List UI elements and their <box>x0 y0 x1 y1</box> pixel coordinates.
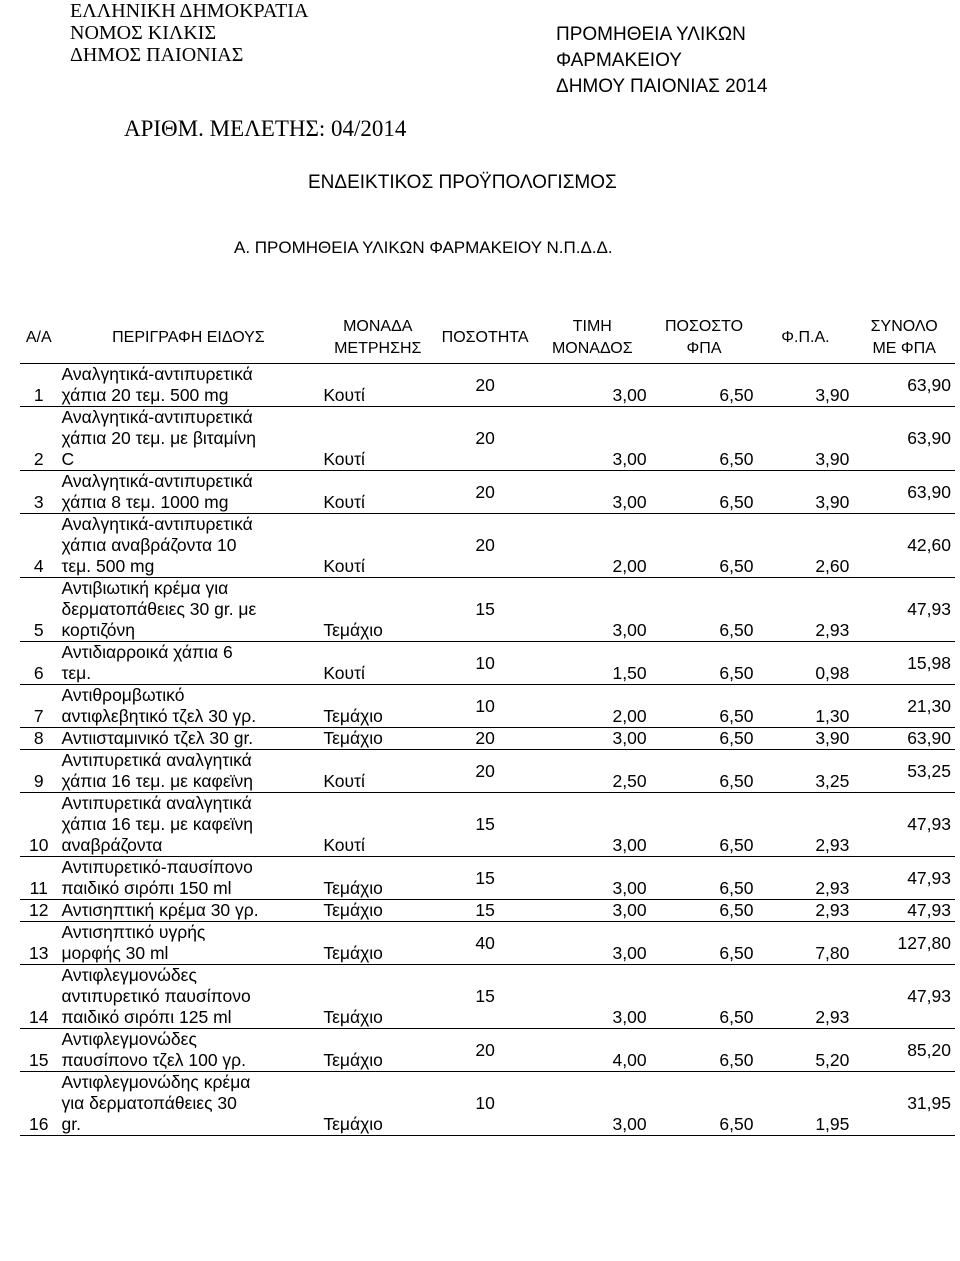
total-with-vat: 63,90 <box>853 728 955 750</box>
item-description <box>57 965 319 1029</box>
item-description <box>57 642 319 685</box>
vat-percent: 6,50 <box>651 793 758 857</box>
unit-of-measure: Τεμάχιο <box>319 1072 436 1136</box>
table-row <box>20 857 955 900</box>
vat-percent: 6,50 <box>651 965 758 1029</box>
total-with-vat: 47,93 <box>853 857 955 900</box>
vat-amount: 3,25 <box>757 750 853 793</box>
issuer-line: ΔΗΜΟΣ ΠΑΙΟΝΙΑΣ <box>70 44 244 66</box>
description-line: Αντισηπτική κρέμα 30 γρ. <box>61 900 259 920</box>
description-line: δερματοπάθειες 30 gr. με <box>61 599 257 619</box>
total-with-vat: 47,93 <box>853 900 955 922</box>
quantity: 20 <box>436 750 534 793</box>
total-with-vat: 47,93 <box>853 578 955 642</box>
quantity: 20 <box>436 1029 534 1072</box>
vat-amount: 3,90 <box>757 471 853 514</box>
description-line: gr. <box>61 1114 81 1134</box>
description-line: αναβράζοντα <box>61 835 163 855</box>
col-header-aa: Α/Α <box>20 313 57 364</box>
item-description <box>57 514 319 578</box>
col-header-vat: Φ.Π.Α. <box>757 313 853 364</box>
row-number: 1 <box>20 364 57 407</box>
quantity: 15 <box>436 900 534 922</box>
unit-price: 2,00 <box>534 514 651 578</box>
quantity: 15 <box>436 857 534 900</box>
vat-percent: 6,50 <box>651 857 758 900</box>
col-header-desc: ΠΕΡΙΓΡΑΦΗ ΕΙΔΟΥΣ <box>57 313 319 364</box>
quantity: 20 <box>436 514 534 578</box>
unit-of-measure: Κουτί <box>319 407 436 471</box>
description-line: χάπια 16 τεμ. με καφεϊνη <box>61 814 254 834</box>
issuer-line: ΝΟΜΟΣ ΚΙΛΚΙΣ <box>70 22 217 44</box>
description-line: Αναλγητικά-αντιπυρετικά <box>61 407 253 427</box>
vat-amount: 1,95 <box>757 1072 853 1136</box>
unit-price: 3,00 <box>534 407 651 471</box>
issuer-header <box>70 0 308 66</box>
quantity: 20 <box>436 728 534 750</box>
unit-price: 3,00 <box>534 900 651 922</box>
quantity: 15 <box>436 793 534 857</box>
unit-price: 4,00 <box>534 1029 651 1072</box>
col-header-qty: ΠΟΣΟΤΗΤΑ <box>436 313 534 364</box>
total-with-vat: 47,93 <box>853 793 955 857</box>
description-line: Αντιπυρετικά αναλγητικά <box>61 750 252 770</box>
row-number: 11 <box>20 857 57 900</box>
description-line: χάπια 8 τεμ. 1000 mg <box>61 492 229 512</box>
unit-of-measure: Κουτί <box>319 642 436 685</box>
vat-amount: 3,90 <box>757 407 853 471</box>
description-line: Αντισηπτικό υγρής <box>61 922 206 942</box>
unit-price: 1,50 <box>534 642 651 685</box>
table-row <box>20 900 955 922</box>
description-line: για δερματοπάθειες 30 <box>61 1093 237 1113</box>
vat-amount: 2,93 <box>757 900 853 922</box>
description-line: Αντιισταμινικό τζελ 30 gr. <box>61 728 254 748</box>
table-row <box>20 685 955 728</box>
vat-amount: 2,60 <box>757 514 853 578</box>
quantity: 20 <box>436 407 534 471</box>
vat-percent: 6,50 <box>651 642 758 685</box>
description-line: Αντιφλεγμονώδες <box>61 965 197 985</box>
row-number: 14 <box>20 965 57 1029</box>
description-line: μορφής 30 ml <box>61 943 169 963</box>
unit-of-measure: Κουτί <box>319 793 436 857</box>
item-description <box>57 471 319 514</box>
unit-price: 3,00 <box>534 364 651 407</box>
table-row <box>20 578 955 642</box>
description-line: τεμ. 500 mg <box>61 556 155 576</box>
description-line: Αντιφλεγμονώδης κρέμα <box>61 1072 251 1092</box>
item-description <box>57 685 319 728</box>
vat-percent: 6,50 <box>651 1029 758 1072</box>
vat-amount: 7,80 <box>757 922 853 965</box>
vat-amount: 2,93 <box>757 857 853 900</box>
table-row <box>20 471 955 514</box>
unit-price: 3,00 <box>534 1072 651 1136</box>
description-line: χάπια 16 τεμ. με καφεϊνη <box>61 771 254 791</box>
total-with-vat: 127,80 <box>853 922 955 965</box>
quantity: 15 <box>436 578 534 642</box>
total-with-vat: 15,98 <box>853 642 955 685</box>
total-with-vat: 42,60 <box>853 514 955 578</box>
description-line: Αντιβιωτική κρέμα για <box>61 578 229 598</box>
unit-price: 3,00 <box>534 965 651 1029</box>
vat-amount: 5,20 <box>757 1029 853 1072</box>
study-number: ΑΡΙΘΜ. ΜΕΛΕΤΗΣ: 04/2014 <box>124 116 407 141</box>
total-with-vat: 53,25 <box>853 750 955 793</box>
description-line: αντιφλεβητικό τζελ 30 γρ. <box>61 706 257 726</box>
description-line: παιδικό σιρόπι 125 ml <box>61 1007 232 1027</box>
row-number: 8 <box>20 728 57 750</box>
unit-of-measure: Τεμάχιο <box>319 922 436 965</box>
row-number: 3 <box>20 471 57 514</box>
table-row <box>20 793 955 857</box>
vat-percent: 6,50 <box>651 407 758 471</box>
quantity: 20 <box>436 471 534 514</box>
vat-percent: 6,50 <box>651 578 758 642</box>
project-title-line: ΠΡΟΜΗΘΕΙΑ ΥΛΙΚΩΝ <box>556 24 746 45</box>
description-line: χάπια αναβράζοντα 10 <box>61 535 237 555</box>
section-title: Α. ΠΡΟΜΗΘΕΙΑ ΥΛΙΚΩΝ ΦΑΡΜΑΚΕΙΟΥ Ν.Π.Δ.Δ. <box>234 238 613 257</box>
vat-amount: 1,30 <box>757 685 853 728</box>
item-description <box>57 750 319 793</box>
description-line: αντιπυρετικό παυσίπονο <box>61 986 251 1006</box>
row-number: 6 <box>20 642 57 685</box>
quantity: 10 <box>436 685 534 728</box>
item-description <box>57 900 319 922</box>
item-description <box>57 1072 319 1136</box>
description-line: κορτιζόνη <box>61 620 136 640</box>
item-description <box>57 922 319 965</box>
item-description <box>57 1029 319 1072</box>
table-row <box>20 750 955 793</box>
table-row <box>20 728 955 750</box>
total-with-vat: 47,93 <box>853 965 955 1029</box>
vat-amount: 0,98 <box>757 642 853 685</box>
row-number: 7 <box>20 685 57 728</box>
table-header-row <box>20 313 955 364</box>
table-row <box>20 1072 955 1136</box>
issuer-line: ΕΛΛΗΝΙΚΗ ΔΗΜΟΚΡΑΤΙΑ <box>70 0 309 22</box>
total-with-vat: 63,90 <box>853 471 955 514</box>
vat-amount: 3,90 <box>757 728 853 750</box>
project-title <box>556 22 767 100</box>
item-description <box>57 728 319 750</box>
unit-price: 3,00 <box>534 471 651 514</box>
row-number: 4 <box>20 514 57 578</box>
vat-percent: 6,50 <box>651 685 758 728</box>
description-line: χάπια 20 τεμ. 500 mg <box>61 385 229 405</box>
description-line: χάπια 20 τεμ. με βιταμίνη <box>61 428 257 448</box>
quantity: 40 <box>436 922 534 965</box>
table-row <box>20 514 955 578</box>
item-description <box>57 793 319 857</box>
unit-of-measure: Τεμάχιο <box>319 900 436 922</box>
vat-percent: 6,50 <box>651 471 758 514</box>
vat-percent: 6,50 <box>651 750 758 793</box>
table-row <box>20 642 955 685</box>
unit-price: 3,00 <box>534 793 651 857</box>
description-line: C <box>61 449 75 469</box>
quantity: 10 <box>436 1072 534 1136</box>
col-header-unit: ΜΟΝΑΔΑ ΜΕΤΡΗΣΗΣ <box>319 313 436 364</box>
budget-table <box>20 313 955 1136</box>
description-line: παιδικό σιρόπι 150 ml <box>61 878 232 898</box>
description-line: Αντιδιαρροικά χάπια 6 <box>61 642 233 662</box>
description-line: Αναλγητικά-αντιπυρετικά <box>61 514 253 534</box>
vat-percent: 6,50 <box>651 900 758 922</box>
row-number: 12 <box>20 900 57 922</box>
description-line: τεμ. <box>61 663 92 683</box>
row-number: 15 <box>20 1029 57 1072</box>
unit-of-measure: Τεμάχιο <box>319 965 436 1029</box>
unit-of-measure: Κουτί <box>319 514 436 578</box>
description-line: Αντιπυρετικά αναλγητικά <box>61 793 252 813</box>
unit-price: 3,00 <box>534 857 651 900</box>
quantity: 20 <box>436 364 534 407</box>
vat-amount: 2,93 <box>757 965 853 1029</box>
description-line: Αντιπυρετικό-παυσίπονο <box>61 857 253 877</box>
total-with-vat: 63,90 <box>853 407 955 471</box>
unit-price: 2,00 <box>534 685 651 728</box>
table-row <box>20 1029 955 1072</box>
project-title-line: ΔΗΜΟΥ ΠΑΙΟΝΙΑΣ 2014 <box>556 76 768 97</box>
quantity: 10 <box>436 642 534 685</box>
unit-price: 2,50 <box>534 750 651 793</box>
unit-of-measure: Κουτί <box>319 471 436 514</box>
unit-of-measure: Τεμάχιο <box>319 857 436 900</box>
quantity: 15 <box>436 965 534 1029</box>
row-number: 9 <box>20 750 57 793</box>
vat-amount: 3,90 <box>757 364 853 407</box>
total-with-vat: 21,30 <box>853 685 955 728</box>
row-number: 13 <box>20 922 57 965</box>
total-with-vat: 63,90 <box>853 364 955 407</box>
row-number: 10 <box>20 793 57 857</box>
row-number: 16 <box>20 1072 57 1136</box>
table-row <box>20 922 955 965</box>
budget-title: ΕΝΔΕΙΚΤΙΚΟΣ ΠΡΟΫΠΟΛΟΓΙΣΜΟΣ <box>308 172 617 193</box>
vat-percent: 6,50 <box>651 364 758 407</box>
table-row <box>20 407 955 471</box>
unit-of-measure: Κουτί <box>319 364 436 407</box>
unit-of-measure: Τεμάχιο <box>319 578 436 642</box>
unit-price: 3,00 <box>534 728 651 750</box>
col-header-price: ΤΙΜΗ ΜΟΝΑΔΟΣ <box>534 313 651 364</box>
vat-amount: 2,93 <box>757 578 853 642</box>
unit-of-measure: Τεμάχιο <box>319 1029 436 1072</box>
unit-price: 3,00 <box>534 922 651 965</box>
vat-percent: 6,50 <box>651 728 758 750</box>
row-number: 2 <box>20 407 57 471</box>
description-line: Αναλγητικά-αντιπυρετικά <box>61 364 253 384</box>
vat-percent: 6,50 <box>651 922 758 965</box>
item-description <box>57 578 319 642</box>
col-header-vat-percent: ΠΟΣΟΣΤΟ ΦΠΑ <box>651 313 758 364</box>
vat-amount: 2,93 <box>757 793 853 857</box>
unit-of-measure: Κουτί <box>319 750 436 793</box>
total-with-vat: 85,20 <box>853 1029 955 1072</box>
unit-of-measure: Τεμάχιο <box>319 685 436 728</box>
description-line: Αναλγητικά-αντιπυρετικά <box>61 471 253 491</box>
item-description <box>57 407 319 471</box>
total-with-vat: 31,95 <box>853 1072 955 1136</box>
table-row <box>20 965 955 1029</box>
description-line: παυσίπονο τζελ 100 γρ. <box>61 1050 246 1070</box>
table-row <box>20 364 955 407</box>
row-number: 5 <box>20 578 57 642</box>
item-description <box>57 364 319 407</box>
project-title-line: ΦΑΡΜΑΚΕΙΟΥ <box>556 50 682 71</box>
col-header-total: ΣΥΝΟΛΟ ΜΕ ΦΠΑ <box>853 313 955 364</box>
vat-percent: 6,50 <box>651 514 758 578</box>
item-description <box>57 857 319 900</box>
unit-price: 3,00 <box>534 578 651 642</box>
unit-of-measure: Τεμάχιο <box>319 728 436 750</box>
description-line: Αντιφλεγμονώδες <box>61 1029 197 1049</box>
vat-percent: 6,50 <box>651 1072 758 1136</box>
description-line: Αντιθρομβωτικό <box>61 685 185 705</box>
